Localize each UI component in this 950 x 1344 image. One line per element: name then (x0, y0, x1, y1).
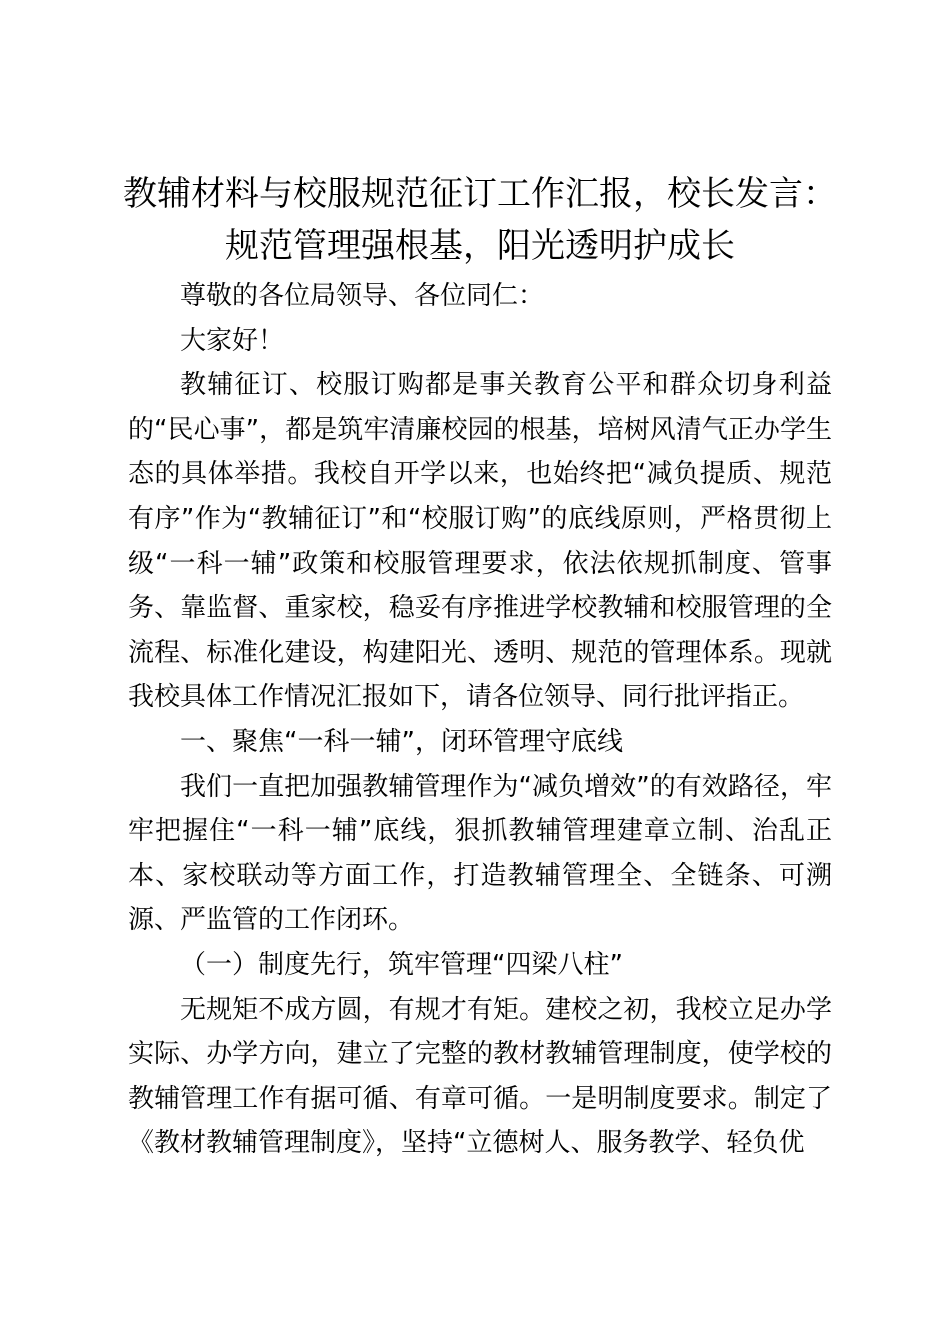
intro-paragraph: 教辅征订、校服订购都是事关教育公平和群众切身利益的“民心事”，都是筑牢清廉校园的根基，培树风清气正办学生态的具体举措。我校自开学以来，也始终把“减负提质、规范有序”作为“教辅征订”和“校服订购”的底线原则，严格贯彻上级“一科一辅”政策和校服管理要求，依法依规抓制度、管事务、靠监督、重家校，稳妥有序推进学校教辅和校服管理的全流程、标准化建设，构建阳光、透明、规范的管理体系。现就我校具体工作情况汇报如下，请各位领导、同行批评指正。 (128, 370, 832, 713)
section-1-paragraph: 我们一直把加强教辅管理作为“减负增效”的有效路径，牢牢把握住“一科一辅”底线，狠抓教辅管理建章立制、治乱正本、家校联动等方面工作，打造教辅管理全、全链条、可溯源、严监管的工作闭环。 (128, 771, 832, 936)
title-block (122, 168, 838, 272)
salutation: 尊敬的各位局领导、各位同仁： (180, 281, 545, 311)
subsection-1-paragraph: 无规矩不成方圆，有规才有矩。建校之初，我校立足办学实际、办学方向，建立了完整的教材教辅管理制度，使学校的教辅管理工作有据可循、有章可循。一是明制度要求。制定了《教材教辅管理制度》，坚持“立德树人、服务教学、轻负优 (128, 994, 832, 1159)
document-title-line-2: 规范管理强根基，阳光透明护成长 (225, 226, 735, 266)
document-body (128, 274, 832, 1166)
document-page (123, 168, 837, 1166)
document-title-line-1: 教辅材料与校服规范征订工作汇报，校长发言： (123, 174, 837, 214)
subsection-1-heading: （一）制度先行，筑牢管理“四梁八柱” (180, 949, 623, 980)
greeting: 大家好！ (180, 325, 285, 356)
section-1-heading: 一、聚焦“一科一辅”，闭环管理守底线 (180, 726, 623, 757)
